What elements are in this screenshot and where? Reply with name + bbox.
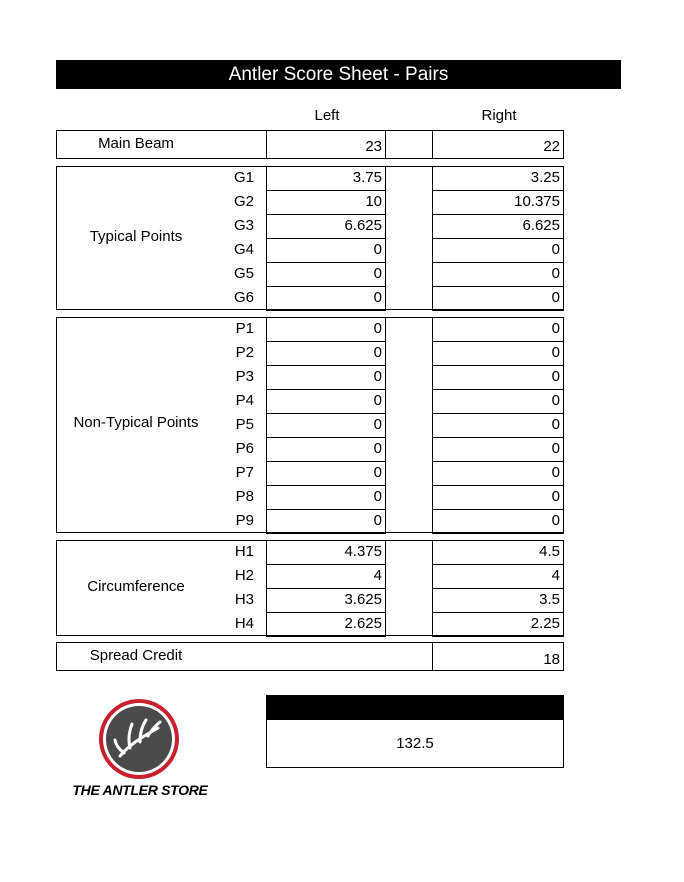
typical-left-cell[interactable]: 0 [266, 286, 386, 311]
non-typical-row-label: P6 [235, 440, 254, 457]
circumference-left-cell[interactable]: 2.625 [266, 612, 386, 637]
typical-row-label: G6 [233, 289, 254, 306]
non-typical-row-label: P9 [235, 512, 254, 529]
circumference-row-label: H1 [234, 543, 254, 560]
typical-left-cell[interactable]: 0 [266, 238, 386, 263]
non-typical-right-cell[interactable]: 0 [432, 389, 564, 414]
typical-right-cell[interactable]: 10.375 [432, 190, 564, 215]
non-typical-left-cell[interactable]: 0 [266, 413, 386, 438]
typical-row-label: G3 [233, 217, 254, 234]
circumference-row-label: H4 [234, 615, 254, 632]
non-typical-left-cell[interactable]: 0 [266, 341, 386, 366]
circumference-left-cell[interactable]: 3.625 [266, 588, 386, 613]
antler-logo-icon [98, 698, 180, 780]
typical-left-cell[interactable]: 6.625 [266, 214, 386, 239]
sheet-title: Antler Score Sheet - Pairs [56, 60, 621, 89]
brand-name: THE ANTLER STORE [72, 782, 208, 798]
column-header-left: Left [314, 107, 340, 124]
typical-row-label: G5 [233, 265, 254, 282]
non-typical-row-label: P3 [235, 368, 254, 385]
antler-store-logo [98, 698, 180, 780]
spread-credit-label: Spread Credit [89, 647, 183, 664]
main-beam-label: Main Beam [98, 135, 174, 152]
circumference-left-cell[interactable]: 4.375 [266, 540, 386, 565]
non-typical-left-cell[interactable]: 0 [266, 437, 386, 462]
typical-right-cell[interactable]: 6.625 [432, 214, 564, 239]
non-typical-right-cell[interactable]: 0 [432, 341, 564, 366]
circumference-right-cell[interactable]: 3.5 [432, 588, 564, 613]
circumference-right-cell[interactable]: 4.5 [432, 540, 564, 565]
circumference-row-label: H3 [234, 591, 254, 608]
typical-right-cell[interactable]: 3.25 [432, 166, 564, 191]
total-score: 132.5 [266, 720, 564, 768]
typical-left-cell[interactable]: 10 [266, 190, 386, 215]
total-header-bar [266, 695, 564, 720]
typical-right-cell[interactable]: 0 [432, 286, 564, 311]
non-typical-row-label: P8 [235, 488, 254, 505]
non-typical-left-cell[interactable]: 0 [266, 365, 386, 390]
circumference-right-cell[interactable]: 2.25 [432, 612, 564, 637]
typical-points-label: Typical Points [89, 228, 183, 245]
non-typical-left-cell[interactable]: 0 [266, 461, 386, 486]
typical-row-label: G2 [233, 193, 254, 210]
typical-row-label: G1 [233, 169, 254, 186]
non-typical-right-cell[interactable]: 0 [432, 413, 564, 438]
non-typical-row-label: P5 [235, 416, 254, 433]
non-typical-row-label: P1 [235, 320, 254, 337]
main-beam-right[interactable]: 22 [432, 130, 564, 159]
non-typical-left-cell[interactable]: 0 [266, 485, 386, 510]
typical-right-cell[interactable]: 0 [432, 262, 564, 287]
non-typical-right-cell[interactable]: 0 [432, 317, 564, 342]
non-typical-points-label: Non-Typical Points [73, 414, 199, 431]
column-header-right: Right [481, 107, 517, 124]
non-typical-right-cell[interactable]: 0 [432, 365, 564, 390]
non-typical-right-cell[interactable]: 0 [432, 509, 564, 534]
circumference-row-label: H2 [234, 567, 254, 584]
typical-left-cell[interactable]: 3.75 [266, 166, 386, 191]
non-typical-right-cell[interactable]: 0 [432, 485, 564, 510]
circumference-left-cell[interactable]: 4 [266, 564, 386, 589]
non-typical-row-label: P4 [235, 392, 254, 409]
non-typical-left-cell[interactable]: 0 [266, 389, 386, 414]
circumference-label: Circumference [87, 578, 185, 595]
typical-right-cell[interactable]: 0 [432, 238, 564, 263]
typical-left-cell[interactable]: 0 [266, 262, 386, 287]
non-typical-right-cell[interactable]: 0 [432, 437, 564, 462]
typical-row-label: G4 [233, 241, 254, 258]
non-typical-right-cell[interactable]: 0 [432, 461, 564, 486]
non-typical-left-cell[interactable]: 0 [266, 509, 386, 534]
non-typical-row-label: P2 [235, 344, 254, 361]
non-typical-row-label: P7 [235, 464, 254, 481]
circumference-right-cell[interactable]: 4 [432, 564, 564, 589]
non-typical-left-cell[interactable]: 0 [266, 317, 386, 342]
spread-credit-value[interactable]: 18 [432, 642, 564, 671]
main-beam-left[interactable]: 23 [266, 130, 386, 159]
